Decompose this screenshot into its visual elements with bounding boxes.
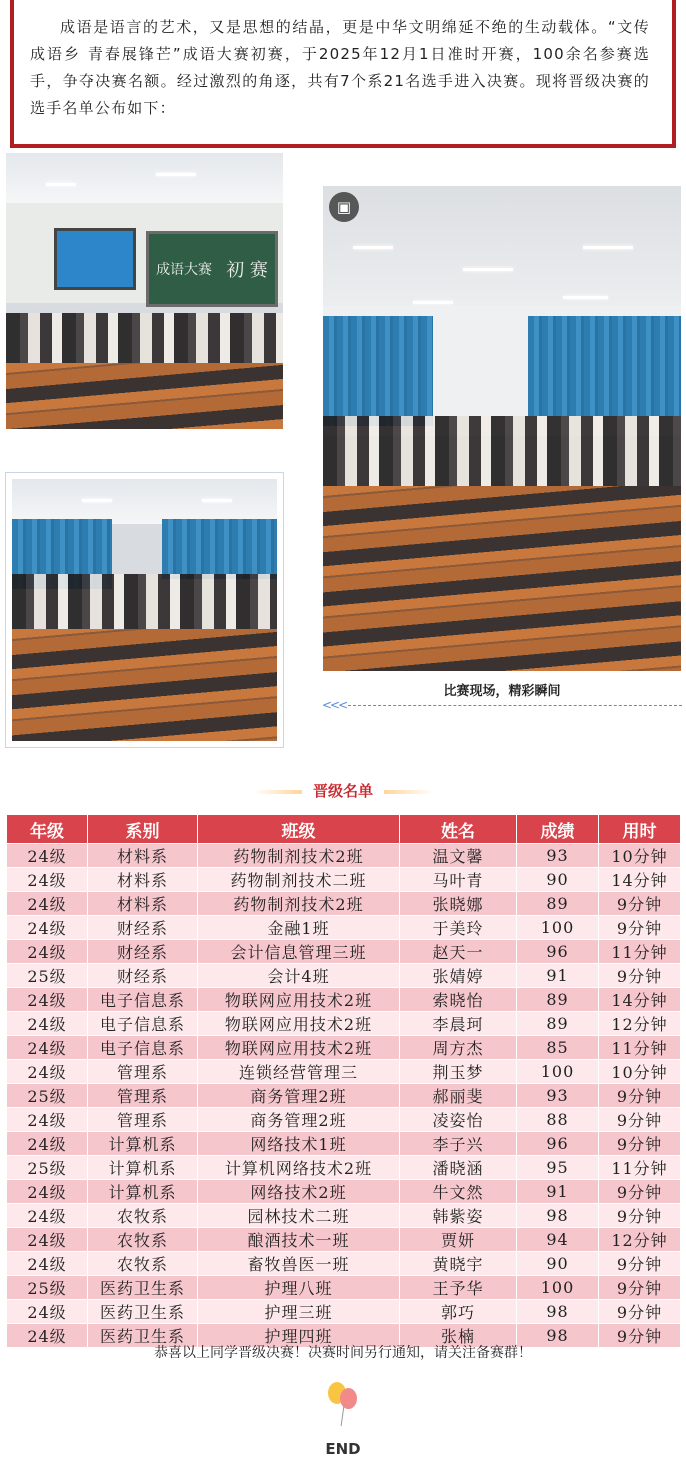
table-row xyxy=(7,1084,681,1108)
cell-time: 10分钟 xyxy=(599,1060,681,1084)
cell-name: 张晓娜 xyxy=(400,892,517,916)
cell-grade: 24级 xyxy=(7,940,88,964)
cell-class: 计算机网络技术2班 xyxy=(198,1156,400,1180)
projector-screen xyxy=(54,228,136,290)
cell-time: 12分钟 xyxy=(599,1228,681,1252)
header-class: 班级 xyxy=(198,815,400,844)
cell-score: 94 xyxy=(517,1228,599,1252)
cell-department: 电子信息系 xyxy=(88,1036,198,1060)
cell-class: 酿酒技术一班 xyxy=(198,1228,400,1252)
table-row xyxy=(7,1060,681,1084)
cell-name: 张楠 xyxy=(400,1324,517,1348)
cell-department: 财经系 xyxy=(88,940,198,964)
cell-score: 85 xyxy=(517,1036,599,1060)
table-row xyxy=(7,1276,681,1300)
title-decoration-right xyxy=(384,790,434,794)
table-row xyxy=(7,1228,681,1252)
cell-score: 89 xyxy=(517,892,599,916)
cell-department: 医药卫生系 xyxy=(88,1324,198,1348)
header-time: 用时 xyxy=(599,815,681,844)
table-row xyxy=(7,1108,681,1132)
cell-class: 物联网应用技术2班 xyxy=(198,988,400,1012)
cell-grade: 24级 xyxy=(7,892,88,916)
cell-score: 96 xyxy=(517,1132,599,1156)
cell-time: 11分钟 xyxy=(599,1036,681,1060)
cell-grade: 24级 xyxy=(7,1132,88,1156)
cell-time: 9分钟 xyxy=(599,1180,681,1204)
cell-department: 农牧系 xyxy=(88,1252,198,1276)
intro-box xyxy=(10,0,676,148)
cell-score: 100 xyxy=(517,1060,599,1084)
photo-classroom-front xyxy=(6,153,283,429)
cell-name: 凌姿怡 xyxy=(400,1108,517,1132)
caption-arrow-icon: <<< xyxy=(322,698,347,712)
header-score: 成绩 xyxy=(517,815,599,844)
table-row xyxy=(7,1156,681,1180)
cell-class: 园林技术二班 xyxy=(198,1204,400,1228)
intro-text: 成语是语言的艺术，又是思想的结晶，更是中华文明绵延不绝的生动载体。“文传成语乡 青春展锋芒”成语大赛初赛，于2025年12月1日准时开赛，100余名参赛选手，争夺决赛名额。经过激烈的角逐，共有7个系21名选手进入决赛。现将晋级决赛的选手名单公布如下： xyxy=(30,18,650,117)
cell-grade: 24级 xyxy=(7,1180,88,1204)
cell-grade: 24级 xyxy=(7,1252,88,1276)
cell-class: 药物制剂技术2班 xyxy=(198,892,400,916)
cell-department: 计算机系 xyxy=(88,1156,198,1180)
cell-class: 畜牧兽医一班 xyxy=(198,1252,400,1276)
cell-class: 物联网应用技术2班 xyxy=(198,1012,400,1036)
cell-grade: 24级 xyxy=(7,988,88,1012)
cell-name: 李子兴 xyxy=(400,1132,517,1156)
table-header-row xyxy=(7,815,681,844)
cell-time: 11分钟 xyxy=(599,940,681,964)
cell-score: 98 xyxy=(517,1204,599,1228)
end-label: END xyxy=(325,1440,361,1458)
cell-score: 98 xyxy=(517,1300,599,1324)
photo-hall-curtains xyxy=(12,479,277,741)
cell-time: 9分钟 xyxy=(599,1276,681,1300)
cell-score: 100 xyxy=(517,916,599,940)
cell-name: 贾妍 xyxy=(400,1228,517,1252)
cell-name: 马叶青 xyxy=(400,868,517,892)
cell-name: 赵天一 xyxy=(400,940,517,964)
blackboard xyxy=(146,231,278,307)
title-decoration-left xyxy=(252,790,302,794)
cell-score: 95 xyxy=(517,1156,599,1180)
cell-time: 14分钟 xyxy=(599,868,681,892)
cell-department: 计算机系 xyxy=(88,1180,198,1204)
cell-time: 11分钟 xyxy=(599,1156,681,1180)
cell-department: 电子信息系 xyxy=(88,1012,198,1036)
photo-lecture-hall xyxy=(323,186,681,671)
cell-class: 网络技术2班 xyxy=(198,1180,400,1204)
cell-time: 9分钟 xyxy=(599,1300,681,1324)
cell-name: 郭巧 xyxy=(400,1300,517,1324)
cell-time: 9分钟 xyxy=(599,1204,681,1228)
list-title xyxy=(0,780,686,801)
table-row xyxy=(7,892,681,916)
cell-grade: 24级 xyxy=(7,1108,88,1132)
cell-grade: 24级 xyxy=(7,868,88,892)
table-row xyxy=(7,1036,681,1060)
cell-department: 管理系 xyxy=(88,1060,198,1084)
cell-name: 于美玲 xyxy=(400,916,517,940)
cell-grade: 24级 xyxy=(7,844,88,868)
table-row xyxy=(7,868,681,892)
cell-department: 管理系 xyxy=(88,1084,198,1108)
cell-score: 98 xyxy=(517,1324,599,1348)
cell-grade: 24级 xyxy=(7,1228,88,1252)
cell-name: 潘晓涵 xyxy=(400,1156,517,1180)
cell-class: 药物制剂技术二班 xyxy=(198,868,400,892)
cell-time: 10分钟 xyxy=(599,844,681,868)
cell-department: 财经系 xyxy=(88,964,198,988)
cell-class: 药物制剂技术2班 xyxy=(198,844,400,868)
cell-grade: 24级 xyxy=(7,916,88,940)
cell-name: 张婧婷 xyxy=(400,964,517,988)
cell-score: 100 xyxy=(517,1276,599,1300)
photo-frame xyxy=(5,472,284,748)
cell-score: 90 xyxy=(517,868,599,892)
cell-grade: 24级 xyxy=(7,1036,88,1060)
cell-time: 9分钟 xyxy=(599,964,681,988)
table-row xyxy=(7,1180,681,1204)
image-gallery-icon[interactable]: ▣ xyxy=(329,192,359,222)
table-row xyxy=(7,1252,681,1276)
cell-department: 材料系 xyxy=(88,844,198,868)
cell-time: 12分钟 xyxy=(599,1012,681,1036)
table-row xyxy=(7,940,681,964)
cell-grade: 25级 xyxy=(7,1276,88,1300)
cell-grade: 25级 xyxy=(7,1084,88,1108)
cell-time: 9分钟 xyxy=(599,1108,681,1132)
table-row xyxy=(7,1204,681,1228)
table-row xyxy=(7,964,681,988)
cell-class: 金融1班 xyxy=(198,916,400,940)
cell-time: 9分钟 xyxy=(599,1324,681,1348)
cell-score: 91 xyxy=(517,1180,599,1204)
cell-time: 9分钟 xyxy=(599,892,681,916)
cell-name: 荆玉梦 xyxy=(400,1060,517,1084)
cell-score: 93 xyxy=(517,844,599,868)
header-department: 系别 xyxy=(88,815,198,844)
cell-score: 89 xyxy=(517,1012,599,1036)
cell-name: 李晨珂 xyxy=(400,1012,517,1036)
cell-department: 医药卫生系 xyxy=(88,1276,198,1300)
caption-divider xyxy=(348,705,682,707)
cell-score: 88 xyxy=(517,1108,599,1132)
cell-grade: 25级 xyxy=(7,1156,88,1180)
cell-department: 管理系 xyxy=(88,1108,198,1132)
header-name: 姓名 xyxy=(400,815,517,844)
cell-score: 89 xyxy=(517,988,599,1012)
cell-grade: 25级 xyxy=(7,964,88,988)
cell-time: 14分钟 xyxy=(599,988,681,1012)
cell-class: 护理四班 xyxy=(198,1324,400,1348)
cell-score: 96 xyxy=(517,940,599,964)
cell-grade: 24级 xyxy=(7,1324,88,1348)
cell-class: 会计4班 xyxy=(198,964,400,988)
table-row xyxy=(7,916,681,940)
cell-time: 9分钟 xyxy=(599,1132,681,1156)
photo-caption: 比赛现场，精彩瞬间 xyxy=(443,684,561,699)
table-row xyxy=(7,988,681,1012)
cell-grade: 24级 xyxy=(7,1012,88,1036)
cell-name: 韩紫姿 xyxy=(400,1204,517,1228)
cell-department: 电子信息系 xyxy=(88,988,198,1012)
cell-department: 财经系 xyxy=(88,916,198,940)
table-row xyxy=(7,844,681,868)
cell-class: 护理八班 xyxy=(198,1276,400,1300)
congratulation-note: 恭喜以上同学晋级决赛！决赛时间另行通知，请关注备赛群！ xyxy=(154,1345,532,1361)
cell-time: 9分钟 xyxy=(599,1084,681,1108)
cell-name: 黄晓宇 xyxy=(400,1252,517,1276)
table-row xyxy=(7,1132,681,1156)
cell-department: 医药卫生系 xyxy=(88,1300,198,1324)
header-grade: 年级 xyxy=(7,815,88,844)
table-row xyxy=(7,1012,681,1036)
cell-department: 材料系 xyxy=(88,868,198,892)
cell-name: 索晓怡 xyxy=(400,988,517,1012)
cell-name: 牛文然 xyxy=(400,1180,517,1204)
cell-name: 王予华 xyxy=(400,1276,517,1300)
cell-class: 会计信息管理三班 xyxy=(198,940,400,964)
cell-grade: 24级 xyxy=(7,1204,88,1228)
cell-name: 周方杰 xyxy=(400,1036,517,1060)
cell-time: 9分钟 xyxy=(599,1252,681,1276)
cell-class: 商务管理2班 xyxy=(198,1084,400,1108)
cell-score: 93 xyxy=(517,1084,599,1108)
cell-grade: 24级 xyxy=(7,1300,88,1324)
board-text-right: 初 赛 xyxy=(226,260,268,281)
cell-department: 农牧系 xyxy=(88,1204,198,1228)
cell-department: 材料系 xyxy=(88,892,198,916)
cell-score: 90 xyxy=(517,1252,599,1276)
board-text-left: 成语大赛 xyxy=(156,262,213,278)
cell-class: 网络技术1班 xyxy=(198,1132,400,1156)
table-row xyxy=(7,1300,681,1324)
cell-grade: 24级 xyxy=(7,1060,88,1084)
cell-class: 商务管理2班 xyxy=(198,1108,400,1132)
cell-department: 计算机系 xyxy=(88,1132,198,1156)
cell-class: 物联网应用技术2班 xyxy=(198,1036,400,1060)
cell-class: 连锁经营管理三 xyxy=(198,1060,400,1084)
cell-name: 郝丽斐 xyxy=(400,1084,517,1108)
balloons-icon xyxy=(326,1380,362,1430)
cell-score: 91 xyxy=(517,964,599,988)
cell-time: 9分钟 xyxy=(599,916,681,940)
cell-name: 温文馨 xyxy=(400,844,517,868)
cell-class: 护理三班 xyxy=(198,1300,400,1324)
cell-department: 农牧系 xyxy=(88,1228,198,1252)
finalist-table xyxy=(6,814,681,1348)
list-title-text: 晋级名单 xyxy=(312,782,373,800)
